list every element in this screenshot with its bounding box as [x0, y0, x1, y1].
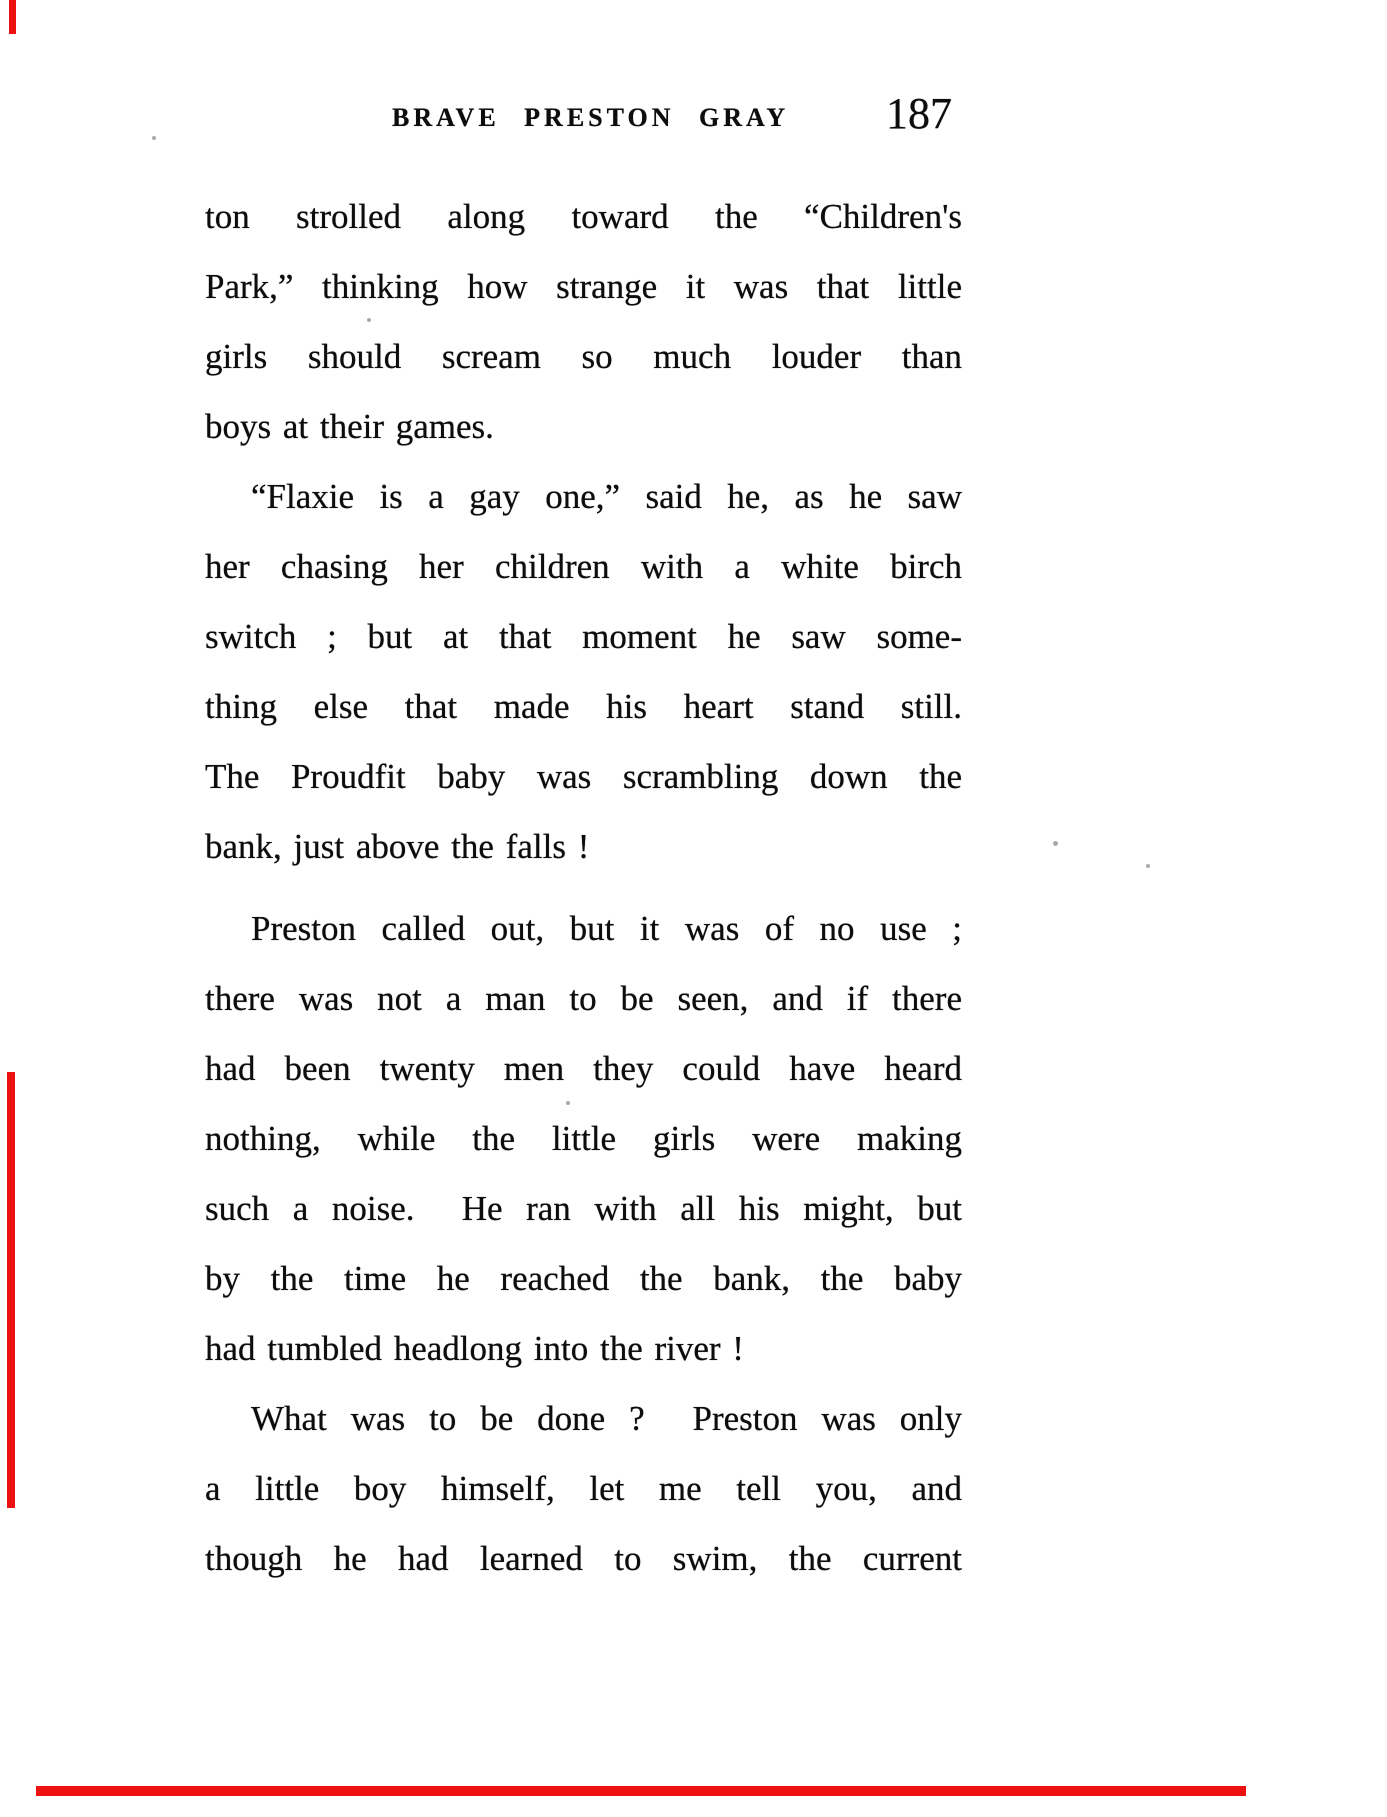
text-line: bank, just above the falls !	[205, 827, 590, 866]
text-line: though he had learned to swim, the current	[205, 1539, 962, 1578]
running-title: BRAVE PRESTON GRAY	[392, 103, 790, 132]
text-line: Preston called out, but it was of no use ;	[251, 909, 962, 948]
scan-speck	[367, 318, 371, 322]
text-line: there was not a man to be seen, and if there	[205, 979, 962, 1018]
text-line: her chasing her children with a white birch	[205, 547, 962, 586]
text-line: by the time he reached the bank, the baby	[205, 1259, 962, 1298]
red-pen-underline-icon	[36, 1786, 1246, 1796]
body-text-block	[205, 182, 962, 1594]
text-line: switch ; but at that moment he saw some-	[205, 617, 962, 656]
text-line: thing else that made his heart stand still.	[205, 687, 962, 726]
text-line: ton strolled along toward the “Children's	[205, 197, 962, 236]
text-line: girls should scream so much louder than	[205, 337, 962, 376]
text-line: Park,” thinking how strange it was that little	[205, 267, 962, 306]
text-line: nothing, while the little girls were making	[205, 1119, 962, 1158]
text-line: had tumbled headlong into the river !	[205, 1329, 744, 1368]
scan-speck	[566, 1101, 570, 1105]
text-line: The Proudfit baby was scrambling down the	[205, 757, 962, 796]
scan-speck	[152, 136, 156, 140]
text-line: What was to be done ? Preston was only	[251, 1399, 962, 1438]
page-number: 187	[886, 89, 952, 138]
text-line: such a noise. He ran with all his might, but	[205, 1189, 962, 1228]
text-line: boys at their games.	[205, 407, 494, 446]
text-line: “Flaxie is a gay one,” said he, as he saw	[251, 477, 962, 516]
scan-speck	[1146, 864, 1150, 868]
red-pen-tick-icon	[9, 0, 16, 34]
scan-speck	[1053, 841, 1058, 846]
text-line: a little boy himself, let me tell you, and	[205, 1469, 962, 1508]
red-pen-margin-line-icon	[7, 1072, 15, 1508]
text-line: had been twenty men they could have heard	[205, 1049, 962, 1088]
